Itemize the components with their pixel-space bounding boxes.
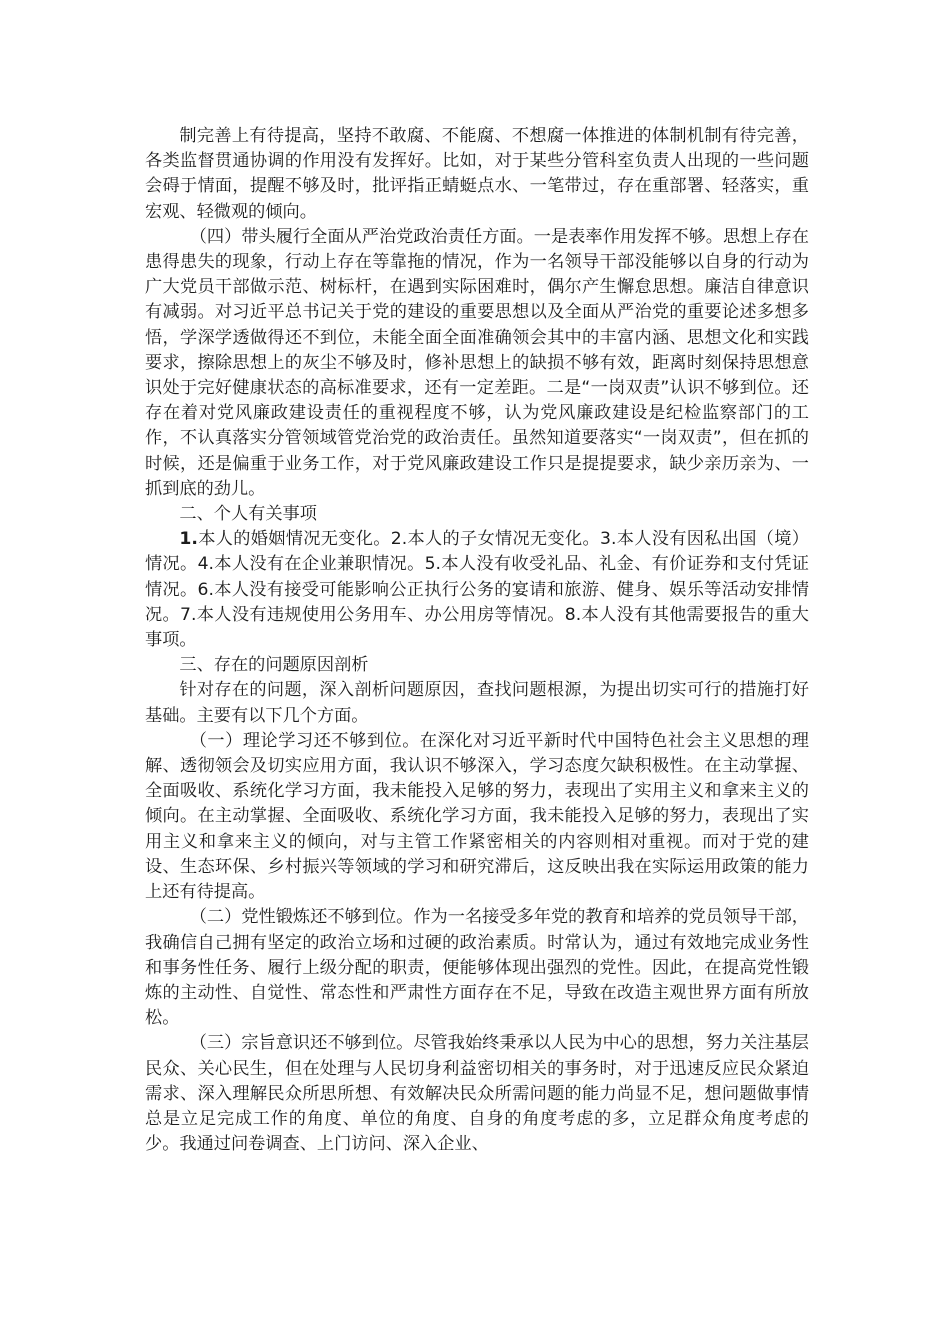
paragraph-party-spirit: （二）党性锻炼还不够到位。作为一名接受多年党的教育和培养的党员领导干部，我确信自己拥有坚定的政治立场和过硬的政治素质。时常认为，通过有效地完成业务性和事务性任务、履行上级分配的职责，便能够体现出强烈的党性。因此，在提高党性锻炼的主动性、自觉性、常态性和严肃性方面存在不足，导致在改造主观世界方面有所放松。 [145, 907, 809, 1029]
list-items-text: 本人的婚姻情况无变化。2.本人的子女情况无变化。3.本人没有因私出国（境）情况。4.本人没有在企业兼职情况。5.本人没有收受礼品、礼金、有价证券和支付凭证情况。6.本人没有接受可能影响公正执行公务的宴请和旅游、健身、娱乐等活动安排情况。7.本人没有违规使用公务用车、办公用房等情况。8.本人没有其他需要报告的重大事项。 [145, 529, 809, 651]
paragraph-purpose-awareness: （三）宗旨意识还不够到位。尽管我始终秉承以人民为中心的思想，努力关注基层民众、关心民生，但在处理与人民切身利益密切相关的事务时，对于迅速反应民众紧迫需求、深入理解民众所思所想、有效解决民众所需问题的能力尚显不足，想问题做事情总是立足完成工作的角度、单位的角度、自身的角度考虑的多，立足群众角度考虑的少。我通过问卷调查、上门访问、深入企业、 [145, 1033, 809, 1155]
paragraph-personal-matters-list [145, 527, 809, 653]
paragraph-theory-study: （一）理论学习还不够到位。在深化对习近平新时代中国特色社会主义思想的理解、透彻领会及切实应用方面，我认识不够深入，学习态度欠缺积极性。在主动掌握、全面吸收、系统化学习方面，我未能投入足够的努力，表现出了实用主义和拿来主义的倾向。在主动掌握、全面吸收、系统化学习方面，我未能投入足够的努力，表现出了实用主义和拿来主义的倾向，对与主管工作紧密相关的内容则相对重视。而对于党的建设、生态环保、乡村振兴等领域的学习和研究滞后，这反映出我在实际运用政策的能力上还有待提高。 [145, 730, 809, 903]
heading-problem-analysis: 三、存在的问题原因剖析 [179, 655, 369, 676]
document-body [145, 124, 809, 1157]
paragraph-section-four-responsibility: （四）带头履行全面从严治党政治责任方面。一是表率作用发挥不够。思想上存在患得患失的现象，行动上存在等靠拖的情况，作为一名领导干部没能够以自身的行动为广大党员干部做示范、树标杆，在遇到实际困难时，偶尔产生懈怠思想。廉洁自律意识有减弱。对习近平总书记关于党的建设的重要思想以及全面从严治党的重要论述多想多悟，学深学透做得还不到位，未能全面全面准确领会其中的丰富内涵、思想文化和实践要求，擦除思想上的灰尘不够及时，修补思想上的缺损不够有效，距离时刻保持思想意识处于完好健康状态的高标准要求，还有一定差距。二是“一岗双责”认识不够到位。还存在着对党风廉政建设责任的重视程度不够，认为党风廉政建设是纪检监察部门的工作，不认真落实分管领域管党治党的政治责任。虽然知道要落实“一岗双责”，但在抓的时候，还是偏重于业务工作，对于党风廉政建设工作只是提提要求，缺少亲历亲为、一抓到底的劲儿。 [145, 226, 809, 499]
heading-personal-matters: 二、个人有关事项 [179, 504, 317, 525]
list-lead-number: 1. [179, 529, 198, 550]
paragraph-analysis-intro: 针对存在的问题，深入剖析问题原因，查找问题根源，为提出切实可行的措施打好基础。主要有以下几个方面。 [145, 680, 809, 726]
paragraph-continued-supervision: 制完善上有待提高，坚持不敢腐、不能腐、不想腐一体推进的体制机制有待完善，各类监督贯通协调的作用没有发挥好。比如，对于某些分管科室负责人出现的一些问题会碍于情面，提醒不够及时，批评指正蜻蜓点水、一笔带过，存在重部署、轻落实，重宏观、轻微观的倾向。 [145, 126, 809, 222]
